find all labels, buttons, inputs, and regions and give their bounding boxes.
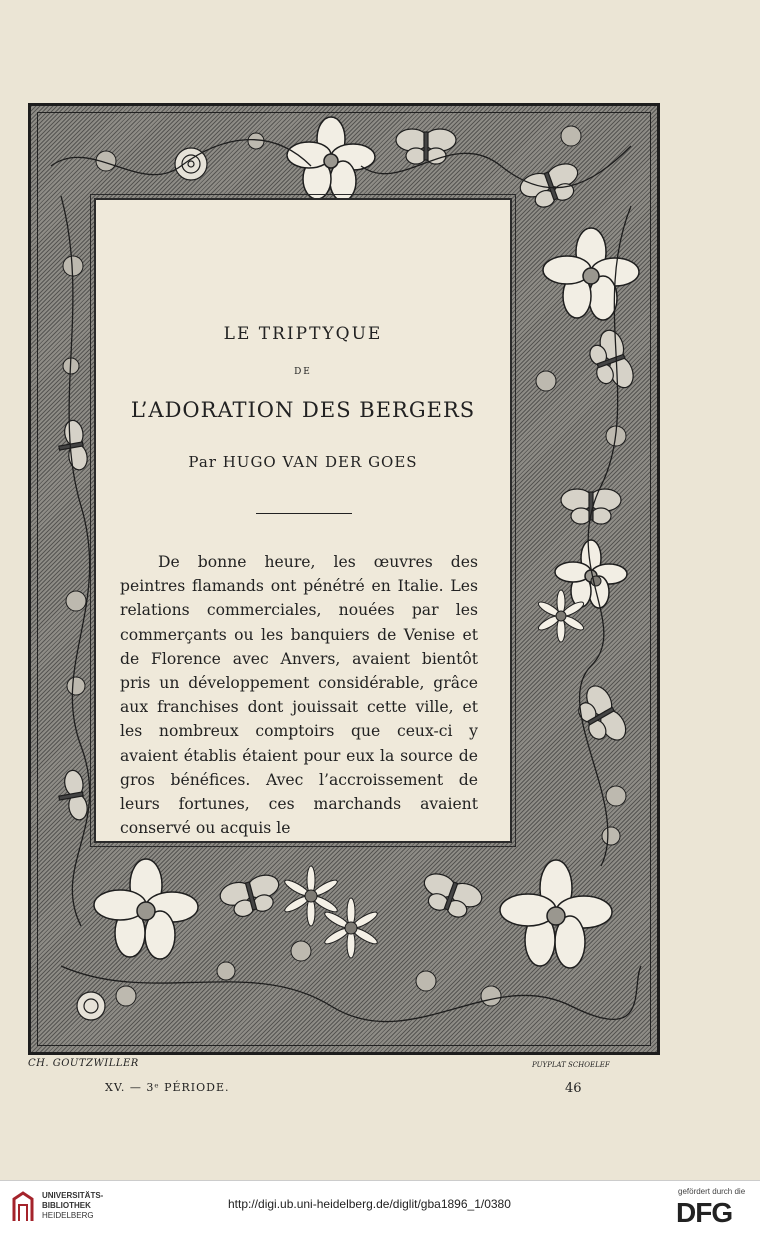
engraver-credit-right: PUYPLAT SCHOELEF xyxy=(532,1061,610,1069)
dfg-logo: DFG xyxy=(676,1197,733,1228)
article-title-line-3: L’ADORATION DES BERGERS xyxy=(130,398,476,422)
article-title-line-2: DE xyxy=(294,367,312,377)
library-name-line-1: UNIVERSITÄTS- xyxy=(42,1191,104,1200)
library-name-line-3: HEIDELBERG xyxy=(42,1211,94,1220)
article-title-line-1: LE TRIPTYQUE xyxy=(223,324,383,344)
library-name-line-2: BIBLIOTHEK xyxy=(42,1201,91,1210)
page-number: 46 xyxy=(565,1081,582,1096)
body-paragraph: De bonne heure, les œuvres des peintres flamands ont pénétré en Italie. Les relations commerciales, nouées par les commerçants ou les banquiers de Venise et de Florence avec Anvers, avaient bientôt pris un développement considérable, grâce aux franchises dont jouissait cette ville, et les nombreux comptoirs que ceux-ci y avaient établis étaient pour eux la source de gros bénéfices. Avec l’accroissement de leurs fortunes, ces marchands avaient conservé ou acquis le xyxy=(120,553,478,838)
text-panel xyxy=(94,198,512,843)
university-library-logo-icon xyxy=(10,1189,36,1225)
funding-label: gefördert durch die xyxy=(678,1187,746,1196)
author-line: Par HUGO VAN DER GOES xyxy=(188,453,418,471)
engraver-credit-left: CH. GOUTZWILLER xyxy=(28,1058,139,1069)
issue-footer: XV. — 3ᵉ PÉRIODE. xyxy=(105,1081,230,1094)
viewer-footer-bar xyxy=(0,1180,760,1233)
permalink-url[interactable]: http://digi.ub.uni-heidelberg.de/diglit/gba1896_1/0380 xyxy=(228,1197,511,1211)
library-name xyxy=(42,1191,103,1221)
title-divider xyxy=(256,513,352,514)
